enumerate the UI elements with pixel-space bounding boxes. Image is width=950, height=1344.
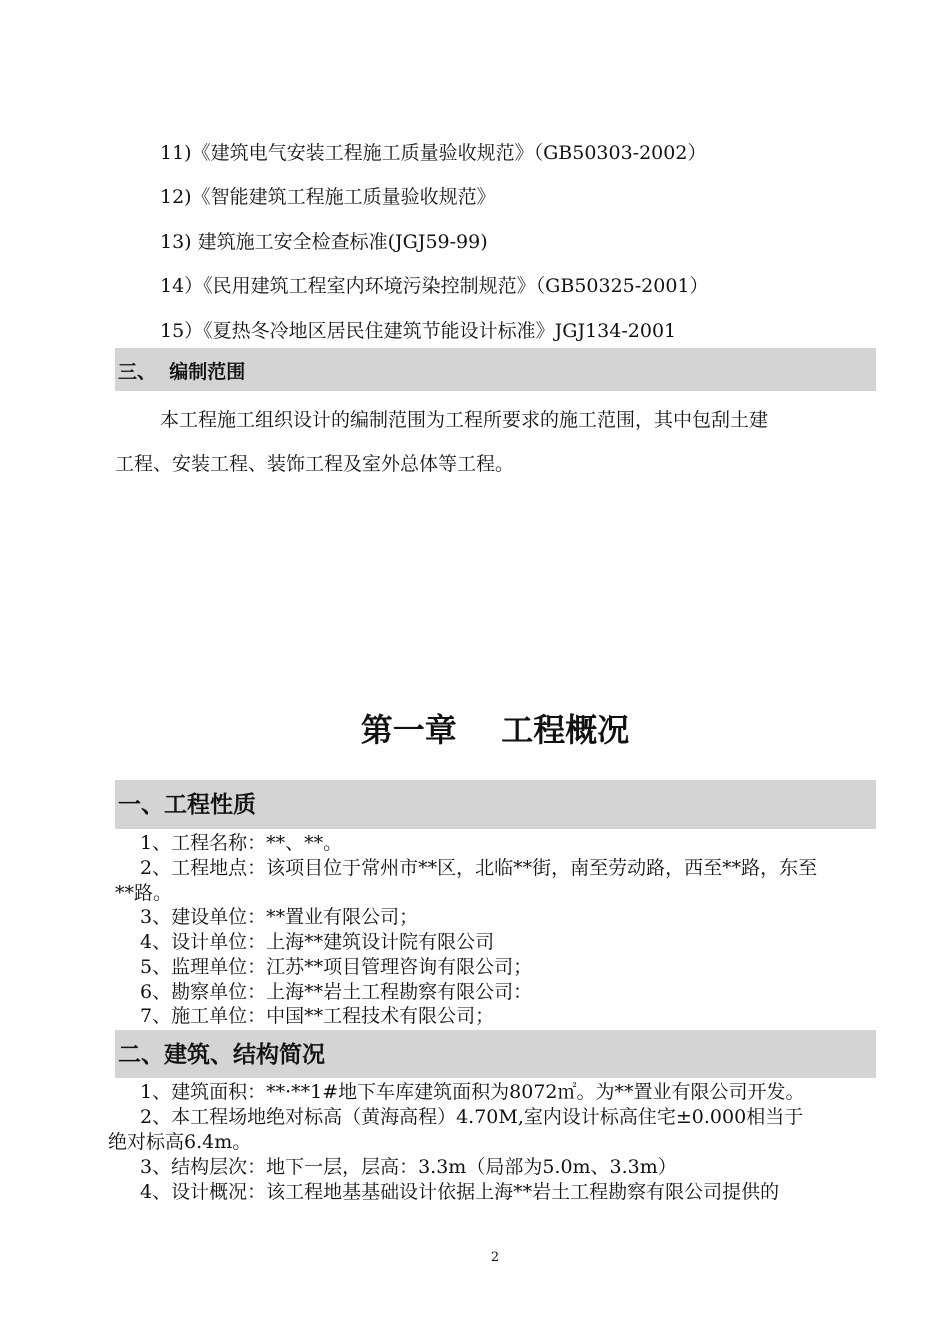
structure-item: 绝对标高6.4m。 [108,1131,252,1153]
section-heading: 三、 编制范围 [118,361,246,383]
section-heading: 二、建筑、结构简况 [118,1042,325,1068]
overview-item: **路。 [115,882,173,904]
overview-item: 2、工程地点：该项目位于常州市**区，北临**街，南至劳动路，西至**路，东至 [140,857,818,879]
structure-item: 4、设计概况：该工程地基基础设计依据上海**岩土工程勘察有限公司提供的 [140,1181,780,1203]
structure-item: 3、结构层次：地下一层，层高：3.3m（局部为5.0m、3.3m） [140,1156,677,1178]
overview-item: 1、工程名称：**、**。 [140,832,343,854]
section-heading: 一、工程性质 [118,792,256,818]
paragraph-line: 工程、安装工程、装饰工程及室外总体等工程。 [115,453,515,475]
reference-item: 13) 建筑施工安全检查标准(JGJ59-99) [160,231,488,253]
page-number: 2 [490,1250,500,1265]
reference-item: 15）《夏热冬冷地区居民住建筑节能设计标准》JGJ134-2001 [160,320,677,342]
reference-item: 14）《民用建筑工程室内环境污染控制规范》（GB50325-2001） [160,275,709,297]
overview-item: 3、建设单位：**置业有限公司； [140,906,419,928]
structure-item: 1、建筑面积：**·**1#地下车库建筑面积为8072㎡。为**置业有限公司开发。 [140,1081,805,1103]
chapter-title: 第一章 工程概况 [360,711,630,749]
structure-item: 2、本工程场地绝对标高（黄海高程）4.70M,室内设计标高住宅±0.000相当于 [140,1106,804,1128]
reference-item: 11)《建筑电气安装工程施工质量验收规范》（GB50303-2002） [160,142,707,164]
overview-item: 4、设计单位：上海**建筑设计院有限公司 [140,931,495,953]
paragraph-line: 本工程施工组织设计的编制范围为工程所要求的施工范围，其中包刮土建 [160,409,769,431]
overview-item: 5、监理单位：江苏**项目管理咨询有限公司； [140,956,533,978]
reference-item: 12)《智能建筑工程施工质量验收规范》 [160,186,496,208]
overview-item: 7、施工单位：中国**工程技术有限公司； [140,1005,495,1027]
overview-item: 6、勘察单位：上海**岩土工程勘察有限公司： [140,981,533,1003]
